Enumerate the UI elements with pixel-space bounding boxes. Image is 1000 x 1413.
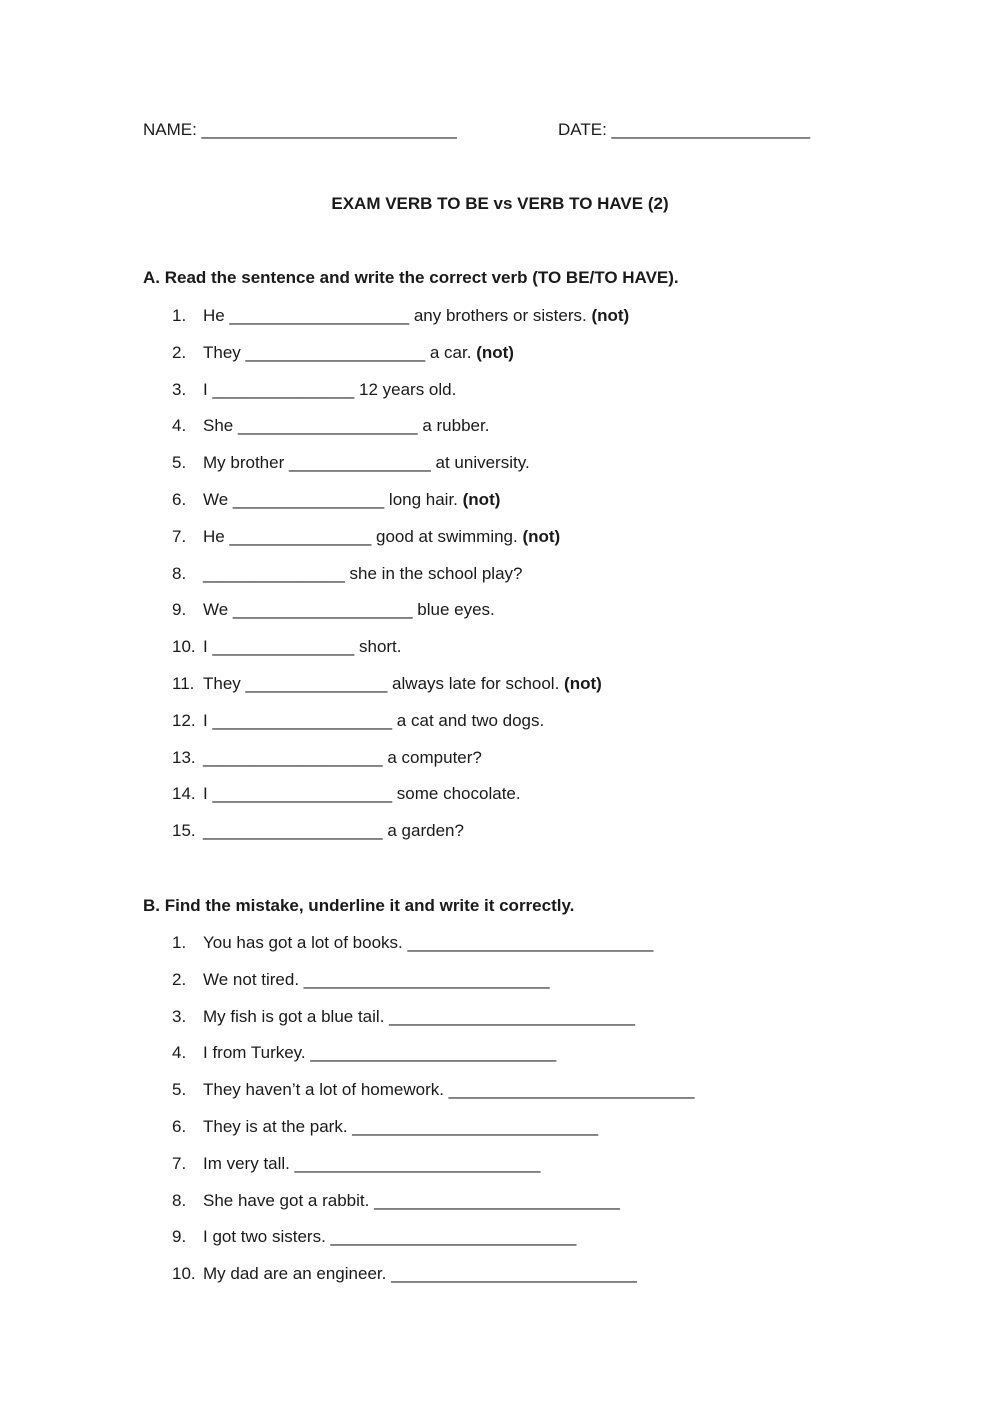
item-note: (not) <box>591 306 630 325</box>
item-text: _______________ she in the school play? <box>203 563 523 583</box>
item-text: I ___________________ a cat and two dogs. <box>203 710 545 730</box>
list-item <box>172 783 629 820</box>
item-number: 7. <box>172 1153 187 1173</box>
item-number: 10. <box>172 1264 196 1284</box>
item-note: (not) <box>476 342 514 362</box>
item-number: 12. <box>172 710 196 730</box>
item-number: 14. <box>172 784 196 804</box>
item-text: I _______________ 12 years old. <box>203 379 457 399</box>
header-row <box>143 120 863 144</box>
name-field[interactable]: NAME: ___________________________ <box>143 120 457 139</box>
item-text: She have got a rabbit. __________________________ <box>203 1190 620 1210</box>
item-text: They _______________ always late for school. <box>203 673 565 693</box>
item-number: 9. <box>172 1227 187 1247</box>
section-b-list <box>172 932 695 1300</box>
item-number: 13. <box>172 747 196 767</box>
list-item <box>172 1190 695 1227</box>
list-item <box>172 379 629 416</box>
list-item <box>172 673 629 710</box>
item-text: We not tired. __________________________ <box>203 969 550 989</box>
list-item <box>172 1226 695 1263</box>
list-item <box>172 1079 695 1116</box>
list-item <box>172 452 629 489</box>
list-item <box>172 1042 695 1079</box>
item-note: (not) <box>462 489 501 509</box>
list-item <box>172 1263 695 1300</box>
list-item <box>172 599 629 636</box>
list-item <box>172 526 629 563</box>
item-text: I _______________ short. <box>203 637 402 657</box>
item-text: We ________________ long hair. <box>203 489 463 509</box>
list-item <box>172 305 629 342</box>
list-item <box>172 820 629 857</box>
item-number: 10. <box>172 637 196 657</box>
list-item <box>172 747 629 784</box>
item-number: 4. <box>172 1043 187 1063</box>
list-item <box>172 489 629 526</box>
list-item <box>172 563 629 600</box>
list-item <box>172 415 629 452</box>
item-number: 2. <box>172 969 187 989</box>
item-number: 8. <box>172 1190 187 1210</box>
item-text: He ___________________ any brothers or sisters. <box>203 306 592 325</box>
list-item <box>172 1006 695 1043</box>
item-number: 1. <box>172 933 187 952</box>
item-text: They ___________________ a car. <box>203 342 477 362</box>
section-a-heading: A. Read the sentence and write the correct verb (TO BE/TO HAVE). <box>143 268 679 287</box>
item-text: She ___________________ a rubber. <box>203 416 490 436</box>
item-number: 7. <box>172 526 187 546</box>
list-item <box>172 1153 695 1190</box>
item-number: 9. <box>172 600 187 620</box>
item-text: He _______________ good at swimming. <box>203 526 523 546</box>
page-title: EXAM VERB TO BE vs VERB TO HAVE (2) <box>331 194 669 213</box>
item-text: You has got a lot of books. __________________________ <box>203 933 654 952</box>
list-item <box>172 342 629 379</box>
item-text: They haven’t a lot of homework. __________________________ <box>203 1080 695 1100</box>
item-number: 4. <box>172 416 187 436</box>
item-number: 15. <box>172 821 196 841</box>
item-number: 3. <box>172 379 187 399</box>
list-item <box>172 636 629 673</box>
item-text: My dad are an engineer. __________________________ <box>203 1264 637 1284</box>
date-field[interactable]: DATE: _____________________ <box>558 120 811 139</box>
item-number: 6. <box>172 1116 187 1136</box>
item-text: My brother _______________ at university. <box>203 453 530 473</box>
item-text: I ___________________ some chocolate. <box>203 784 521 804</box>
item-note: (not) <box>564 673 602 693</box>
item-text: ___________________ a computer? <box>203 747 482 767</box>
item-text: ___________________ a garden? <box>203 821 464 841</box>
item-text: They is at the park. __________________________ <box>203 1116 599 1136</box>
item-number: 1. <box>172 306 187 325</box>
item-note: (not) <box>522 526 561 546</box>
item-number: 3. <box>172 1006 187 1026</box>
list-item <box>172 932 695 969</box>
item-number: 5. <box>172 1080 187 1100</box>
item-number: 5. <box>172 453 187 473</box>
list-item <box>172 969 695 1006</box>
item-text: Im very tall. __________________________ <box>203 1153 541 1173</box>
section-a-list <box>172 305 629 857</box>
item-number: 8. <box>172 563 187 583</box>
item-number: 6. <box>172 489 187 509</box>
item-number: 11. <box>172 673 195 693</box>
item-text: We ___________________ blue eyes. <box>203 600 495 620</box>
list-item <box>172 1116 695 1153</box>
item-number: 2. <box>172 342 187 362</box>
item-text: I got two sisters. __________________________ <box>203 1227 577 1247</box>
item-text: My fish is got a blue tail. __________________________ <box>203 1006 635 1026</box>
list-item <box>172 710 629 747</box>
section-b-heading: B. Find the mistake, underline it and write it correctly. <box>143 896 575 915</box>
item-text: I from Turkey. __________________________ <box>203 1043 557 1063</box>
